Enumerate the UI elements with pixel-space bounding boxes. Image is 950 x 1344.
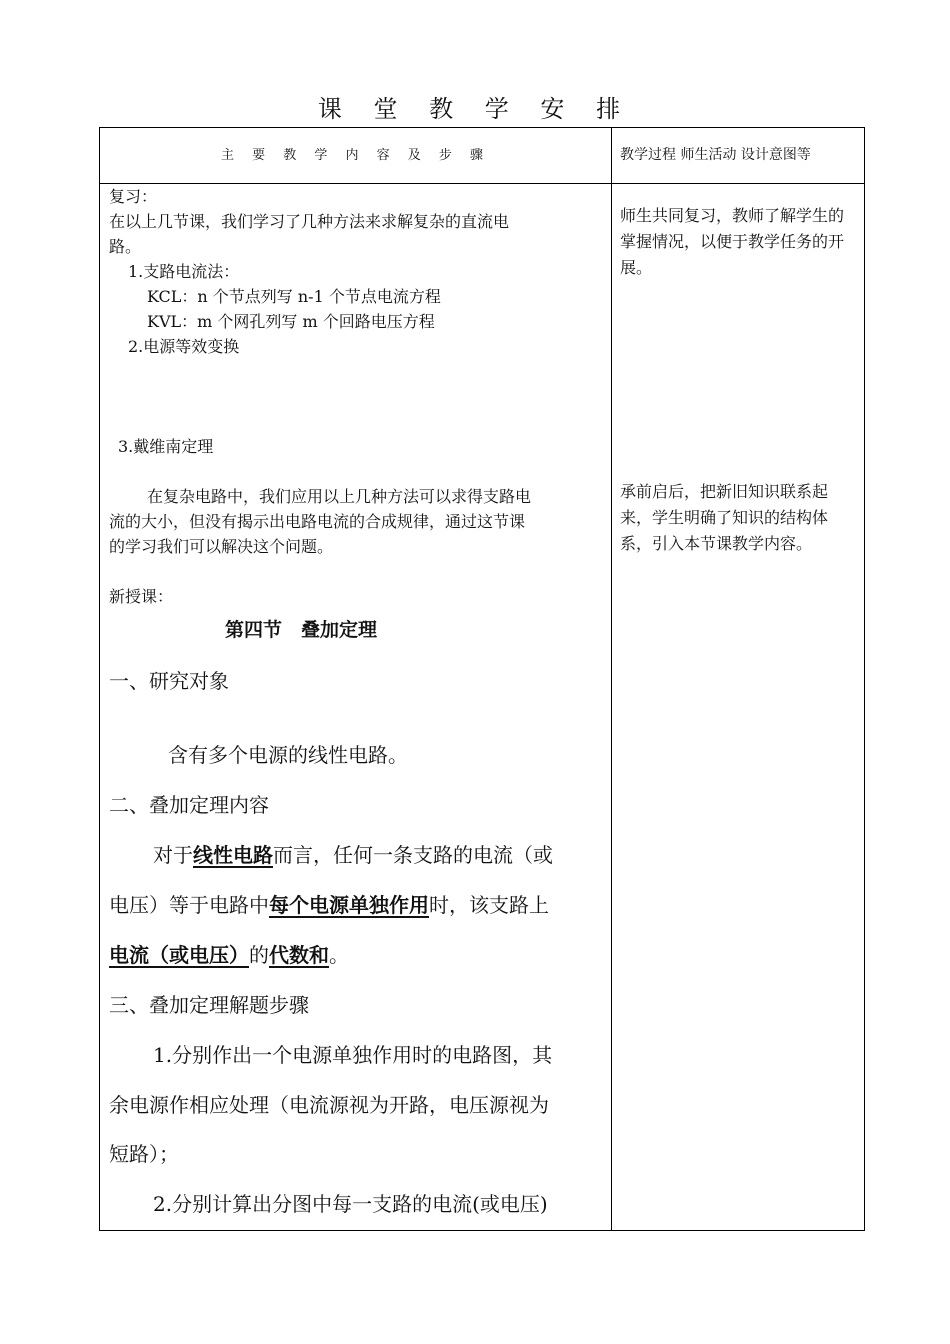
review-para-line2: 流的大小，但没有揭示出电路电流的合成规律，通过这节课	[109, 512, 526, 531]
review-item-branch-current: 1.支路电流法：	[128, 262, 240, 281]
review-kvl: KVL：m 个网孔列写 m 个回路电压方程	[147, 312, 435, 331]
review-intro-line1: 在以上几节课，我们学习了几种方法来求解复杂的直流电	[109, 212, 510, 231]
step1-line1: 1.分别作出一个电源单独作用时的电路图，其	[153, 1043, 553, 1067]
review-para-line3: 的学习我们可以解决这个问题。	[109, 537, 334, 556]
part2-line3-post: 。	[329, 943, 349, 967]
keyword-current-voltage: 电流（或电压）	[109, 943, 249, 967]
keyword-linear-circuit: 线性电路	[193, 843, 273, 867]
review-intro-line2: 路。	[109, 237, 142, 256]
header-main-content: 主 要 教 学 内 容 及 步 骤	[220, 148, 491, 163]
note-review: 师生共同复习，教师了解学生的掌握情况，以便于教学任务的开展。	[620, 206, 845, 277]
part2-line2	[109, 893, 549, 917]
review-heading: 复习：	[109, 187, 158, 206]
part2-heading: 二、叠加定理内容	[109, 793, 269, 817]
new-lesson-label: 新授课：	[109, 587, 174, 606]
part2-line2-pre: 电压）等于电路中	[109, 893, 269, 917]
part2-line2-post: 时，该支路上	[429, 893, 549, 917]
part2-line1	[153, 843, 553, 867]
page-title: 课 堂 教 学 安 排	[317, 95, 633, 123]
part2-line1-pre: 对于	[153, 843, 193, 867]
note-transition: 承前启后，把新旧知识联系起来，学生明确了知识的结构体系，引入本节课教学内容。	[620, 482, 829, 553]
step2-line1: 2.分别计算出分图中每一支路的电流(或电压)	[153, 1192, 548, 1216]
keyword-algebraic-sum: 代数和	[269, 943, 329, 967]
part2-line3-mid: 的	[249, 943, 269, 967]
part3-heading: 三、叠加定理解题步骤	[109, 993, 309, 1017]
review-item-thevenin: 3.戴维南定理	[118, 437, 214, 456]
step1-line3: 短路）；	[109, 1142, 179, 1166]
lesson-table	[99, 127, 865, 1231]
part1-heading: 一、研究对象	[109, 669, 229, 693]
review-item-source-transform: 2.电源等效变换	[128, 337, 240, 356]
part1-text: 含有多个电源的线性电路。	[168, 743, 408, 767]
step1-line2: 余电源作相应处理（电流源视为开路，电压源视为	[109, 1093, 549, 1117]
part2-line1-post: 而言，任何一条支路的电流（或	[273, 843, 553, 867]
review-kcl: KCL：n 个节点列写 n-1 个节点电流方程	[147, 287, 441, 306]
part2-line3	[109, 943, 349, 967]
column-divider	[611, 128, 612, 1230]
section-title: 第四节 叠加定理	[225, 619, 378, 641]
header-process-notes: 教学过程 师生活动 设计意图等	[620, 147, 811, 163]
review-para-line1: 在复杂电路中，我们应用以上几种方法可以求得支路电	[147, 487, 532, 506]
header-divider	[100, 183, 864, 184]
keyword-each-source-alone: 每个电源单独作用	[269, 893, 429, 917]
